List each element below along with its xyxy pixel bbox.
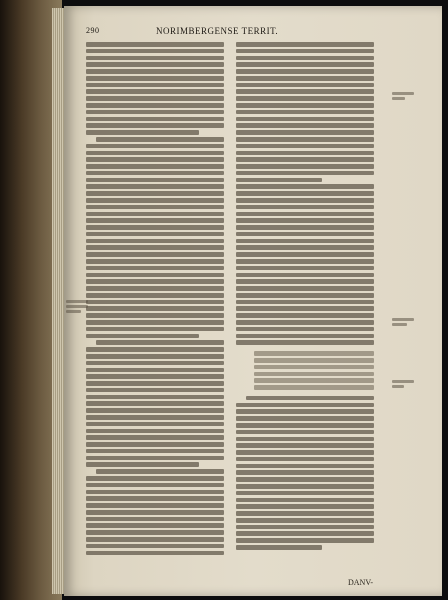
text-line <box>86 388 224 393</box>
text-line <box>86 191 224 196</box>
text-line <box>236 89 374 94</box>
text-line <box>86 496 224 501</box>
text-line <box>236 443 374 448</box>
text-line <box>86 205 224 210</box>
text-line <box>96 469 224 474</box>
text-line <box>236 117 374 122</box>
text-line <box>86 218 224 223</box>
text-line <box>96 340 224 345</box>
text-line <box>246 396 374 401</box>
text-line <box>86 327 224 332</box>
text-line <box>86 89 224 94</box>
text-column-left <box>86 42 224 562</box>
text-line <box>236 252 374 257</box>
text-line <box>236 56 374 61</box>
text-line <box>236 49 374 54</box>
page-number: 290 <box>86 26 100 35</box>
text-line <box>86 544 224 549</box>
text-line <box>236 144 374 149</box>
text-line <box>86 381 224 386</box>
text-line <box>236 531 374 536</box>
text-line <box>236 450 374 455</box>
text-line <box>254 378 374 383</box>
text-line <box>236 423 374 428</box>
text-line <box>236 504 374 509</box>
text-line <box>236 416 374 421</box>
text-line <box>86 184 224 189</box>
text-line <box>86 530 224 535</box>
text-line <box>236 306 374 311</box>
text-line <box>236 266 374 271</box>
text-line <box>236 191 374 196</box>
text-line <box>236 293 374 298</box>
text-line <box>86 374 224 379</box>
text-line <box>236 409 374 414</box>
text-line <box>86 198 224 203</box>
text-line <box>86 49 224 54</box>
text-line <box>86 273 224 278</box>
text-line <box>86 517 224 522</box>
text-line <box>86 252 224 257</box>
text-line <box>86 415 224 420</box>
text-line <box>254 372 374 377</box>
text-line <box>236 430 374 435</box>
text-line <box>236 157 374 162</box>
text-line <box>236 205 374 210</box>
text-line <box>236 83 374 88</box>
text-line <box>236 130 374 135</box>
text-line <box>236 232 374 237</box>
text-line <box>236 511 374 516</box>
text-line <box>236 171 374 176</box>
text-line <box>86 62 224 67</box>
text-line <box>86 130 199 135</box>
text-line <box>86 279 224 284</box>
text-line <box>86 429 224 434</box>
text-line <box>86 503 224 508</box>
text-line <box>86 171 224 176</box>
text-line <box>236 286 374 291</box>
text-line <box>86 286 224 291</box>
text-line <box>86 293 224 298</box>
text-line <box>236 320 374 325</box>
text-line <box>236 340 374 345</box>
text-line <box>236 464 374 469</box>
text-line <box>236 184 374 189</box>
text-line <box>86 103 224 108</box>
text-line <box>86 368 224 373</box>
text-line <box>236 518 374 523</box>
text-line <box>236 437 374 442</box>
text-line <box>86 225 224 230</box>
text-line <box>86 157 224 162</box>
text-line <box>236 477 374 482</box>
page-header <box>86 26 386 38</box>
text-line <box>236 198 374 203</box>
text-line <box>236 279 374 284</box>
text-line <box>86 239 224 244</box>
text-line <box>86 462 199 467</box>
text-line <box>236 103 374 108</box>
text-line <box>254 385 374 390</box>
text-line <box>86 320 224 325</box>
text-line <box>86 361 224 366</box>
text-line <box>86 300 224 305</box>
text-line <box>236 218 374 223</box>
text-line <box>86 483 224 488</box>
text-line <box>86 449 224 454</box>
catchword: DANV- <box>348 578 374 587</box>
text-line <box>86 69 224 74</box>
text-line <box>86 144 224 149</box>
text-line <box>86 212 224 217</box>
running-title: NORIMBERGENSE TERRIT. <box>156 26 279 36</box>
text-line <box>236 327 374 332</box>
text-line <box>96 137 224 142</box>
text-line <box>236 457 374 462</box>
text-line <box>86 408 224 413</box>
text-line <box>236 334 374 339</box>
text-line <box>86 151 224 156</box>
text-line <box>236 76 374 81</box>
text-line <box>86 306 224 311</box>
text-line <box>236 239 374 244</box>
text-line <box>86 551 224 556</box>
text-line <box>86 422 224 427</box>
text-line <box>86 523 224 528</box>
text-line <box>236 484 374 489</box>
text-line <box>236 300 374 305</box>
text-line <box>236 259 374 264</box>
text-line <box>254 365 374 370</box>
text-line <box>86 56 224 61</box>
margin-note-right-2 <box>392 318 414 328</box>
text-line <box>236 42 374 47</box>
text-line <box>236 313 374 318</box>
text-line <box>236 212 374 217</box>
text-line <box>236 164 374 169</box>
text-line <box>86 401 224 406</box>
text-line <box>86 347 224 352</box>
text-line <box>86 354 224 359</box>
margin-note-right-3 <box>392 380 414 390</box>
text-line <box>86 510 224 515</box>
text-line <box>86 83 224 88</box>
text-line <box>236 137 374 142</box>
text-line <box>86 490 224 495</box>
text-line <box>86 76 224 81</box>
text-line <box>86 313 224 318</box>
text-line <box>236 273 374 278</box>
text-line <box>86 245 224 250</box>
text-line <box>86 110 224 115</box>
margin-note-right-1 <box>392 92 414 102</box>
text-line <box>86 164 224 169</box>
text-line <box>236 225 374 230</box>
text-line <box>86 42 224 47</box>
text-column-right <box>236 42 374 562</box>
text-line <box>236 403 374 408</box>
text-line <box>86 537 224 542</box>
text-line <box>86 435 224 440</box>
text-line <box>236 538 374 543</box>
text-line <box>236 178 322 183</box>
text-line <box>86 259 224 264</box>
text-line <box>254 358 374 363</box>
text-line <box>86 476 224 481</box>
text-line <box>236 62 374 67</box>
text-line <box>86 334 199 339</box>
text-line <box>236 151 374 156</box>
text-line <box>86 178 224 183</box>
text-line <box>86 456 224 461</box>
text-line <box>236 96 374 101</box>
text-line <box>86 266 224 271</box>
margin-note-left <box>66 300 88 315</box>
text-line <box>236 498 374 503</box>
text-line <box>236 245 374 250</box>
text-line <box>236 470 374 475</box>
text-line <box>86 123 224 128</box>
text-line <box>86 442 224 447</box>
text-line <box>236 491 374 496</box>
text-line <box>236 110 374 115</box>
text-line <box>254 351 374 356</box>
text-line <box>236 123 374 128</box>
text-line <box>236 545 322 550</box>
text-line <box>86 117 224 122</box>
text-line <box>86 96 224 101</box>
text-line <box>86 395 224 400</box>
text-line <box>86 232 224 237</box>
text-line <box>236 525 374 530</box>
text-line <box>236 69 374 74</box>
